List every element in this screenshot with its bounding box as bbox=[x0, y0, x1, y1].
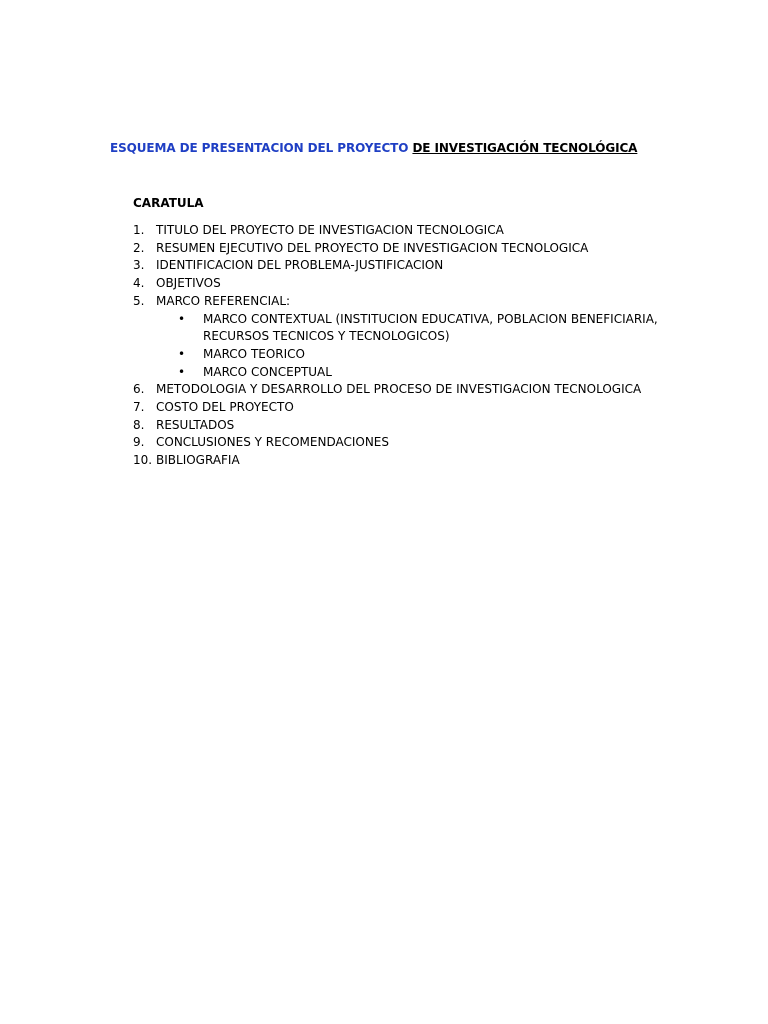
list-item-text: TITULO DEL PROYECTO DE INVESTIGACION TECNOLOGICA bbox=[156, 223, 504, 237]
list-item-text: RESUMEN EJECUTIVO DEL PROYECTO DE INVESTIGACION TECNOLOGICA bbox=[156, 240, 589, 255]
sublist-item-text: MARCO CONTEXTUAL (INSTITUCION EDUCATIVA, POBLACION BENEFICIARIA, RECURSOS TECNICOS Y TECNOLOGICOS) bbox=[203, 311, 658, 344]
list-item bbox=[133, 240, 693, 258]
section-heading-caratula: CARATULA bbox=[133, 196, 204, 210]
list-item bbox=[133, 434, 693, 452]
list-item-text: BIBLIOGRAFIA bbox=[156, 453, 240, 468]
bullet-icon: • bbox=[178, 311, 186, 326]
list-number: 2. bbox=[133, 240, 145, 255]
list-item bbox=[133, 452, 693, 470]
bullet-icon: • bbox=[178, 364, 186, 379]
sublist-item-text: MARCO TEORICO bbox=[203, 346, 305, 361]
list-number: 10. bbox=[133, 453, 153, 468]
list-item-text: OBJETIVOS bbox=[156, 276, 221, 291]
list-item bbox=[133, 381, 693, 399]
list-item bbox=[133, 275, 693, 293]
list-number: 6. bbox=[133, 382, 145, 397]
list-item bbox=[133, 417, 693, 435]
sublist-item bbox=[156, 364, 673, 382]
document-title bbox=[110, 141, 637, 155]
list-item-text: COSTO DEL PROYECTO bbox=[156, 400, 294, 415]
title-part-underlined: DE INVESTIGACIÓN TECNOLÓGICA bbox=[412, 141, 638, 155]
sublist-item bbox=[156, 311, 673, 346]
list-item-text: RESULTADOS bbox=[156, 417, 235, 432]
list-number: 4. bbox=[133, 276, 145, 291]
list-number: 8. bbox=[133, 417, 145, 432]
list-number: 1. bbox=[133, 223, 145, 237]
list-number: 5. bbox=[133, 293, 145, 308]
bullet-sublist bbox=[156, 311, 693, 382]
list-item-text: METODOLOGIA Y DESARROLLO DEL PROCESO DE INVESTIGACION TECNOLOGICA bbox=[156, 382, 642, 397]
list-item bbox=[133, 293, 693, 382]
sublist-item bbox=[156, 346, 673, 364]
list-item bbox=[133, 222, 693, 240]
list-item bbox=[133, 399, 693, 417]
title-part-blue: ESQUEMA DE PRESENTACION DEL PROYECTO bbox=[110, 141, 409, 155]
sublist-item-text: MARCO CONCEPTUAL bbox=[203, 364, 332, 379]
list-item-text: MARCO REFERENCIAL: bbox=[156, 293, 291, 308]
numbered-list bbox=[133, 222, 693, 470]
list-item-text: IDENTIFICACION DEL PROBLEMA-JUSTIFICACION bbox=[156, 258, 444, 273]
list-number: 7. bbox=[133, 400, 145, 415]
bullet-icon: • bbox=[178, 346, 186, 361]
list-number: 9. bbox=[133, 435, 145, 450]
list-number: 3. bbox=[133, 258, 145, 273]
list-item bbox=[133, 257, 693, 275]
list-item-text: CONCLUSIONES Y RECOMENDACIONES bbox=[156, 435, 390, 450]
